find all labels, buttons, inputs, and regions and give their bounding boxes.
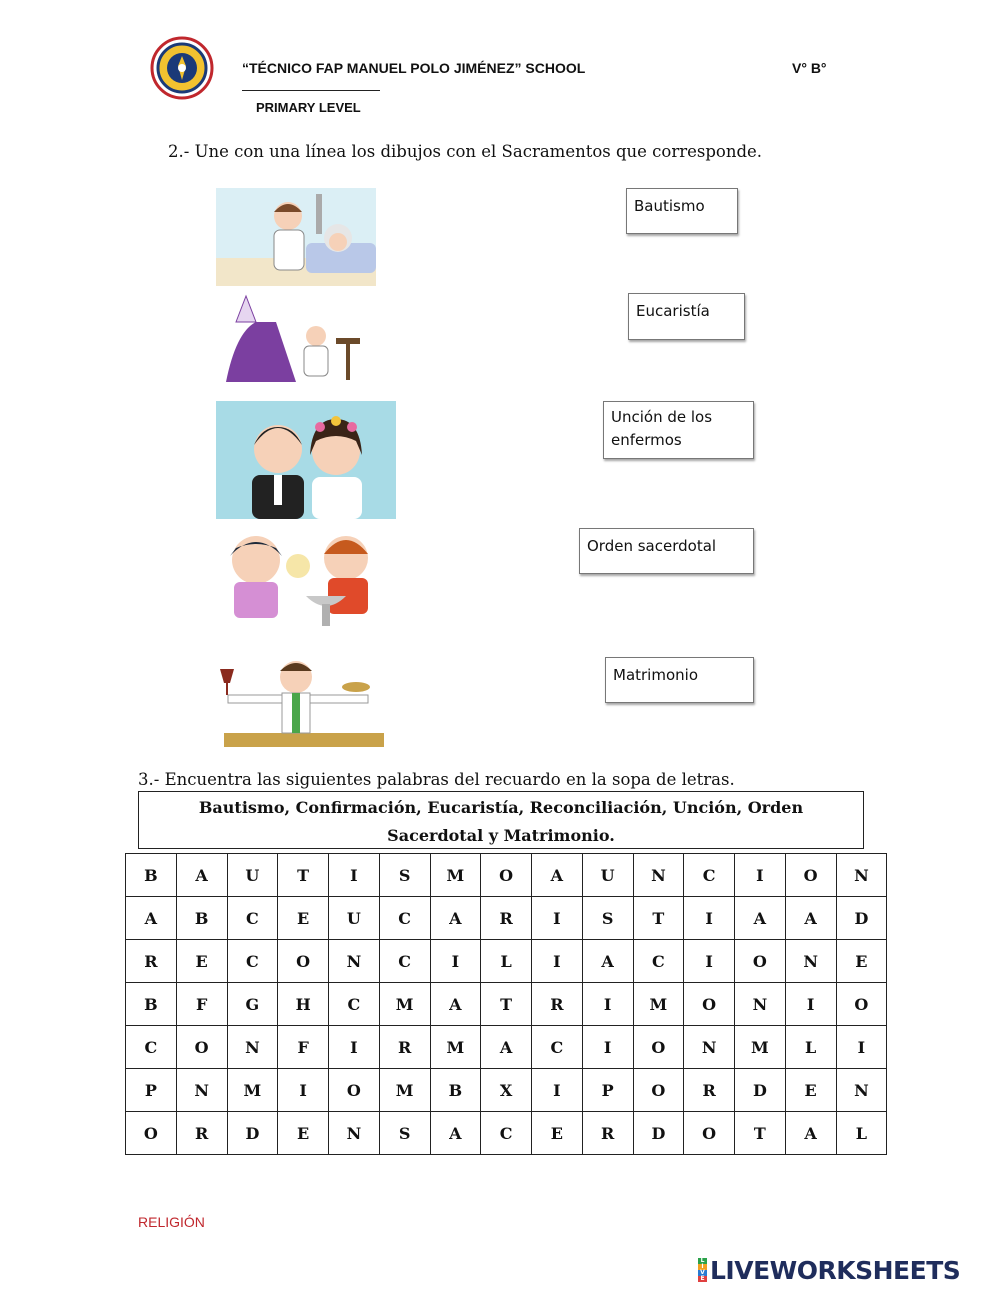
grid-cell[interactable]: C	[633, 940, 684, 983]
sacrament-box-eucaristia[interactable]	[628, 293, 745, 340]
grid-cell[interactable]: A	[582, 940, 633, 983]
header-divider	[242, 90, 380, 91]
grid-cell[interactable]: S	[582, 897, 633, 940]
grid-cell[interactable]: O	[836, 983, 887, 1026]
grid-cell[interactable]: C	[532, 1026, 583, 1069]
priest-ordination-picture	[216, 292, 384, 388]
grid-cell[interactable]: A	[176, 854, 227, 897]
grid-cell[interactable]: D	[633, 1112, 684, 1155]
grid-cell[interactable]: O	[176, 1026, 227, 1069]
grid-cell[interactable]: G	[227, 983, 278, 1026]
exercise-3-instruction: 3.- Encuentra las siguientes palabras del recuardo en la sopa de letras.	[138, 770, 735, 789]
grid-cell[interactable]: O	[633, 1026, 684, 1069]
grid-cell[interactable]: L	[836, 1112, 887, 1155]
grid-cell[interactable]: M	[633, 983, 684, 1026]
sacrament-label: Unción de los	[611, 408, 713, 426]
grid-cell[interactable]: M	[735, 1026, 786, 1069]
grid-cell[interactable]: M	[379, 1069, 430, 1112]
grid-cell[interactable]: D	[227, 1112, 278, 1155]
grid-cell[interactable]: E	[278, 1112, 329, 1155]
grid-cell[interactable]: I	[684, 897, 735, 940]
grid-cell[interactable]: I	[430, 940, 481, 983]
grid-cell[interactable]: I	[532, 1069, 583, 1112]
brand-icon-letter: E	[698, 1276, 707, 1282]
grid-row	[126, 897, 887, 940]
sacrament-box-orden[interactable]	[579, 528, 754, 574]
grid-cell[interactable]: E	[176, 940, 227, 983]
grid-cell[interactable]: N	[836, 1069, 887, 1112]
anointing-sick-picture	[216, 188, 376, 286]
grid-cell[interactable]: R	[126, 940, 177, 983]
grid-row	[126, 983, 887, 1026]
grid-cell[interactable]: M	[227, 1069, 278, 1112]
sacrament-box-bautismo[interactable]	[626, 188, 738, 234]
grid-cell[interactable]: H	[278, 983, 329, 1026]
grid-cell[interactable]: R	[176, 1112, 227, 1155]
grid-cell[interactable]: I	[532, 897, 583, 940]
grid-row	[126, 1026, 887, 1069]
grid-cell[interactable]: I	[278, 1069, 329, 1112]
sacrament-label: Matrimonio	[613, 666, 698, 684]
sacrament-box-matrimonio[interactable]	[605, 657, 754, 703]
grid-cell[interactable]: A	[430, 897, 481, 940]
grid-cell[interactable]: O	[278, 940, 329, 983]
grid-cell[interactable]: I	[582, 1026, 633, 1069]
eucharist-picture	[216, 655, 392, 755]
grid-cell[interactable]: T	[735, 1112, 786, 1155]
brand-text: LIVEWORKSHEETS	[710, 1255, 961, 1285]
grid-cell[interactable]: N	[176, 1069, 227, 1112]
grid-cell[interactable]: T	[633, 897, 684, 940]
grid-cell[interactable]: O	[684, 1112, 735, 1155]
grid-cell[interactable]: C	[684, 854, 735, 897]
grid-cell[interactable]: E	[278, 897, 329, 940]
grid-cell[interactable]: I	[836, 1026, 887, 1069]
grid-cell[interactable]: A	[481, 1026, 532, 1069]
grid-cell[interactable]: A	[735, 897, 786, 940]
grid-cell[interactable]: L	[785, 1026, 836, 1069]
grid-cell[interactable]: F	[278, 1026, 329, 1069]
grid-cell[interactable]: A	[430, 1112, 481, 1155]
grid-cell[interactable]: U	[227, 854, 278, 897]
school-logo	[150, 36, 214, 100]
grid-cell[interactable]: I	[532, 940, 583, 983]
grid-cell[interactable]: I	[329, 854, 380, 897]
brand-icon-letter: L	[698, 1258, 707, 1264]
grid-cell[interactable]: O	[633, 1069, 684, 1112]
grid-cell[interactable]: N	[735, 983, 786, 1026]
level-label: PRIMARY LEVEL	[256, 100, 361, 115]
grid-cell[interactable]: L	[481, 940, 532, 983]
grid-cell[interactable]: B	[126, 983, 177, 1026]
grid-cell[interactable]: A	[785, 1112, 836, 1155]
grid-cell[interactable]: I	[785, 983, 836, 1026]
grid-cell[interactable]: U	[329, 897, 380, 940]
grid-cell[interactable]: S	[379, 1112, 430, 1155]
grid-cell[interactable]: T	[278, 854, 329, 897]
grid-cell[interactable]: O	[329, 1069, 380, 1112]
grid-row	[126, 1112, 887, 1155]
grid-cell[interactable]: T	[481, 983, 532, 1026]
word-list-box	[138, 791, 864, 849]
grid-cell[interactable]: M	[379, 983, 430, 1026]
liveworksheets-brand	[698, 1255, 960, 1285]
grid-cell[interactable]: P	[126, 1069, 177, 1112]
grid-cell[interactable]: B	[430, 1069, 481, 1112]
grid-cell[interactable]: I	[735, 854, 786, 897]
grade-label: V° B°	[792, 60, 827, 76]
sacrament-label: Orden sacerdotal	[587, 537, 717, 555]
grid-cell[interactable]: N	[684, 1026, 735, 1069]
grid-cell[interactable]: O	[735, 940, 786, 983]
exercise-2-instruction: 2.- Une con una línea los dibujos con el Sacramentos que corresponde.	[168, 142, 763, 161]
grid-cell[interactable]: R	[481, 897, 532, 940]
grid-cell[interactable]: N	[836, 854, 887, 897]
grid-cell[interactable]: I	[582, 983, 633, 1026]
sacrament-label: Bautismo	[634, 197, 705, 215]
liveworksheets-logo-icon	[698, 1258, 707, 1282]
grid-row	[126, 1069, 887, 1112]
grid-cell[interactable]: N	[329, 1112, 380, 1155]
baptism-picture	[216, 526, 396, 630]
sacrament-label: enfermos	[611, 430, 682, 449]
grid-cell[interactable]: N	[329, 940, 380, 983]
grid-cell[interactable]: M	[430, 1026, 481, 1069]
school-name: “TÉCNICO FAP MANUEL POLO JIMÉNEZ” SCHOOL	[242, 60, 586, 76]
grid-cell[interactable]: E	[785, 1069, 836, 1112]
sacrament-label: Eucaristía	[636, 302, 710, 320]
grid-cell[interactable]: O	[481, 854, 532, 897]
grid-cell[interactable]: A	[785, 897, 836, 940]
grid-cell[interactable]: O	[785, 854, 836, 897]
grid-cell[interactable]: C	[126, 1026, 177, 1069]
grid-cell[interactable]: X	[481, 1069, 532, 1112]
grid-cell[interactable]: R	[532, 983, 583, 1026]
marriage-picture	[216, 401, 396, 519]
grid-cell[interactable]: A	[126, 897, 177, 940]
grid-cell[interactable]: R	[684, 1069, 735, 1112]
grid-cell[interactable]: E	[532, 1112, 583, 1155]
brand-icon-letter: V	[698, 1270, 707, 1276]
grid-cell[interactable]: D	[836, 897, 887, 940]
grid-cell[interactable]: F	[176, 983, 227, 1026]
grid-cell[interactable]: O	[684, 983, 735, 1026]
word-list-line: Bautismo, Confirmación, Eucaristía, Reconciliación, Unción, Orden	[198, 798, 804, 817]
grid-row	[126, 940, 887, 983]
grid-cell[interactable]: O	[126, 1112, 177, 1155]
grid-cell[interactable]: M	[430, 854, 481, 897]
grid-cell[interactable]: I	[684, 940, 735, 983]
grid-cell[interactable]: A	[532, 854, 583, 897]
word-search-grid	[125, 853, 887, 1155]
grid-cell[interactable]: E	[836, 940, 887, 983]
grid-cell[interactable]: U	[582, 854, 633, 897]
grid-cell[interactable]: C	[227, 897, 278, 940]
grid-cell[interactable]: N	[785, 940, 836, 983]
grid-cell[interactable]: S	[379, 854, 430, 897]
grid-cell[interactable]: N	[633, 854, 684, 897]
grid-cell[interactable]: D	[735, 1069, 786, 1112]
grid-row	[126, 854, 887, 897]
grid-cell[interactable]: A	[430, 983, 481, 1026]
grid-cell[interactable]: B	[176, 897, 227, 940]
grid-cell[interactable]: R	[582, 1112, 633, 1155]
grid-cell[interactable]: C	[481, 1112, 532, 1155]
grid-cell[interactable]: C	[379, 940, 430, 983]
grid-cell[interactable]: I	[329, 1026, 380, 1069]
grid-cell[interactable]: N	[227, 1026, 278, 1069]
grid-cell[interactable]: P	[582, 1069, 633, 1112]
sacrament-box-uncion[interactable]	[603, 401, 754, 459]
word-list-line: Sacerdotal y Matrimonio.	[387, 826, 615, 845]
grid-cell[interactable]: C	[227, 940, 278, 983]
brand-icon-letter: I	[698, 1264, 707, 1270]
grid-cell[interactable]: B	[126, 854, 177, 897]
grid-cell[interactable]: C	[379, 897, 430, 940]
grid-cell[interactable]: C	[329, 983, 380, 1026]
grid-cell[interactable]: R	[379, 1026, 430, 1069]
subject-label: RELIGIÓN	[138, 1214, 205, 1230]
